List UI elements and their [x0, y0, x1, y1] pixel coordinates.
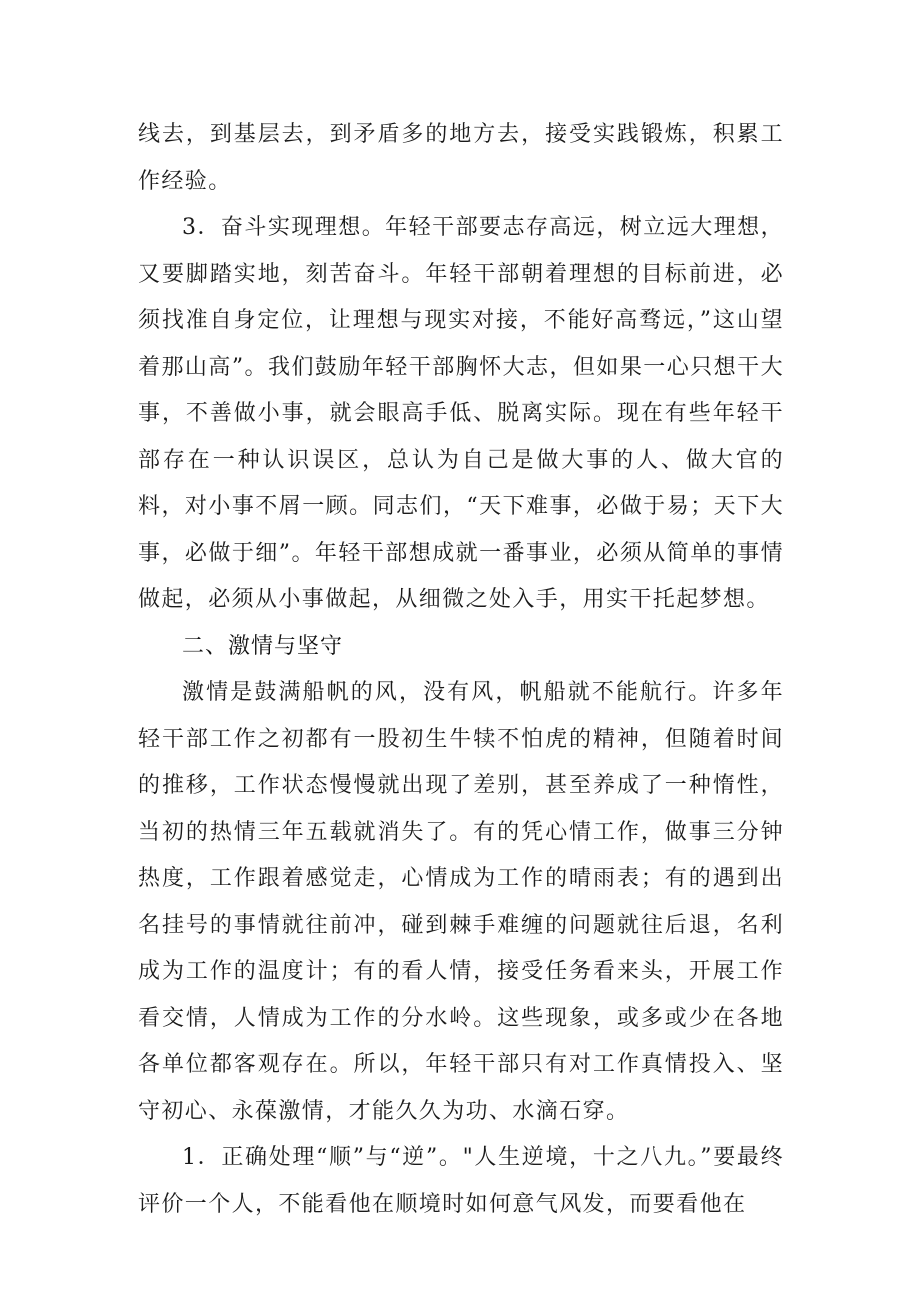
paragraph-continued: 线去，到基层去，到矛盾多的地方去，接受实践锻炼，积累工作经验。	[138, 122, 784, 194]
paragraph-struggle-ideal: 3．奋斗实现理想。年轻干部要志存高远，树立远大理想，又要脚踏实地，刻苦奋斗。年轻干部朝着理想的目标前进，必须找准自身定位，让理想与现实对接，不能好高骛远，”这山望着那山高”。我们鼓励年轻干部胸怀大志，但如果一心只想干大事，不善做小事，就会眼高手低、脱离实际。现在有些年轻干部存在一种认识误区，总认为自己是做大事的人、做大官的料，对小事不屑一顾。同志们，“天下难事，必做于易；天下大事，必做于细”。年轻干部想成就一番事业，必须从简单的事情做起，必须从小事做起，从细微之处入手，用实干托起梦想。	[138, 215, 784, 612]
paragraph-shun-ni: 1．正确处理“顺”与“逆”。"人生逆境，十之八九。”要最终评价一个人，不能看他在顺境时如何意气风发，而要看他在	[138, 1145, 784, 1217]
paragraph-passion: 激情是鼓满船帆的风，没有风，帆船就不能航行。许多年轻干部工作之初都有一股初生牛犊不怕虎的精神，但随着时间的推移，工作状态慢慢就出现了差别，甚至养成了一种惰性，当初的热情三年五载就消失了。有的凭心情工作，做事三分钟热度，工作跟着感觉走，心情成为工作的晴雨表；有的遇到出名挂号的事情就往前冲，碰到棘手难缠的问题就往后退，名利成为工作的温度计；有的看人情，接受任务看来头，开展工作看交情，人情成为工作的分水岭。这些现象，或多或少在各地各单位都客观存在。所以，年轻干部只有对工作真情投入、坚守初心、永葆激情，才能久久为功、水滴石穿。	[138, 680, 784, 1124]
section-heading: 二、激情与坚守	[182, 633, 344, 659]
document-body	[138, 112, 784, 1228]
